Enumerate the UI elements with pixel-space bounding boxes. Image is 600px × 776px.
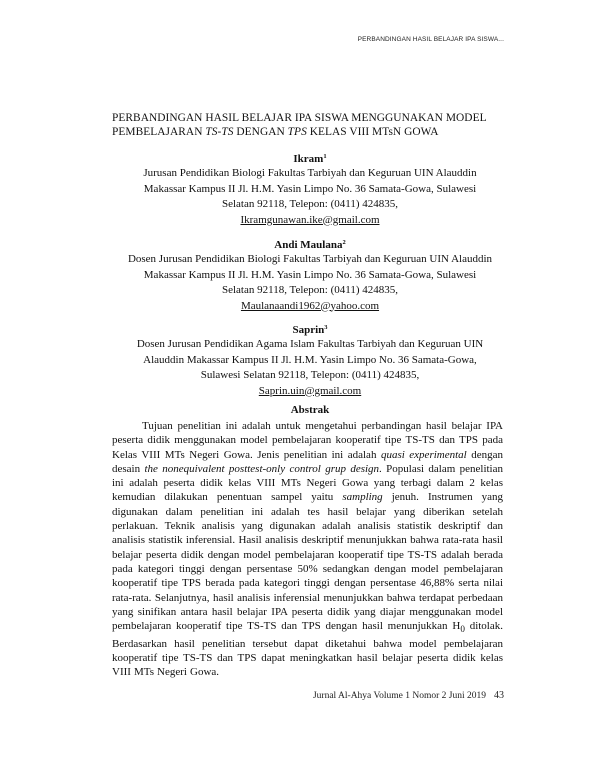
abstract-body: Tujuan penelitian ini adalah untuk mengetahui perbandingan hasil belajar IPA peserta didik menggunakan model pembelajaran kooperatif tipe TS-TS dan TPS pada Kelas VIII MTs Negeri Gowa. Jenis penelitian ini adalah quasi experimental dengan desain the nonequivalent posttest-only control grup design. Populasi dalam penelitian ini adalah peserta didik kelas VIII MTs Negeri Gowa yang terbagi dalam 2 kelas kemudian dilakukan penentuan sampel yaitu sampling jenuh. Instrumen yang digunakan dalam penelitian ini adalah tes hasil belajar yang diberikan setelah perlakuan. Teknik analisis yang digunakan adalah analisis statistik deskriptif dan analisis statistik inferensial. Hasil analisis deskriptif menunjukkan bahwa rata-rata hasil belajar peserta didik dengan model pembelajaran kooperatif tipe TS-TS adalah berada pada kategori tinggi dengan persentase 50% sedangkan dengan model pembelajaran kooperatif tipe TPS berada pada kategori tinggi dengan persentase 46,88% serta nilai rata-rata. Selanjutnya, hasil analisis inferensial menunjukkan bahwa terdapat perbedaan yang sinifikan antara hasil belajar IPA peserta didik yang diajar menggunakan model pembelajaran kooperatif tipe TS-TS dan TPS dengan hasil menunjukkan $H_0$ ditolak. Berdasarkan hasil penelitian tersebut dapat diketahui bahwa model pembelajaran kooperatif tipe TS-TS dan TPS dapat meningkatkan hasil belajar peserta didik kelas VIII MTs Negeri Gowa. [112,420,503,679]
author-name: Andi Maulana$^2$ [274,239,346,251]
abstract-heading: Abstrak [290,404,330,416]
author-affiliation: Dosen Jurusan Pendidikan Agama Islam Fakultas Tarbiyah dan Keguruan UIN Alauddin Makassar Kampus II Jl. H.M. Yasin Limpo No. 36 Samata-Gowa, Sulawesi Selatan 92118, Telepon: (0411) 424835, Saprin.uin@gmail.com [100,337,520,399]
author-name: Ikram$^1$ [293,153,327,165]
author-affiliation: Jurusan Pendidikan Biologi Fakultas Tarbiyah dan Keguruan UIN Alauddin Makassar Kampus II Jl. H.M. Yasin Limpo No. 36 Samata-Gowa, Sulawesi Selatan 92118, Telepon: (0411) 424835, Ikramgunawan.ike@gmail.com [100,166,520,228]
author-block-1 [100,150,520,228]
author-email-link[interactable]: Maulanaandi1962@yahoo.com [240,299,380,312]
running-head: PERBANDINGAN HASIL BELAJAR IPA SISWA... [357,36,504,43]
author-block-2 [100,236,520,314]
author-email-link[interactable]: Ikramgunawan.ike@gmail.com [240,213,380,226]
author-block-3 [100,321,520,399]
author-email-link[interactable]: Saprin.uin@gmail.com [258,384,362,397]
paper-title: PERBANDINGAN HASIL BELAJAR IPA SISWA MENGGUNAKAN MODEL PEMBELAJARAN TS-TS DENGAN TPS KELAS VIII MTsN GOWA [112,112,487,138]
page-number: 43 [494,690,504,701]
page-footer [313,690,504,701]
author-affiliation: Dosen Jurusan Pendidikan Biologi Fakultas Tarbiyah dan Keguruan UIN Alauddin Makassar Kampus II Jl. H.M. Yasin Limpo No. 36 Samata-Gowa, Sulawesi Selatan 92118, Telepon: (0411) 424835, Maulanaandi1962@yahoo.com [100,252,520,314]
journal-citation: Jurnal Al-Ahya Volume 1 Nomor 2 Juni 2019 [312,691,486,701]
author-name: Saprin$^3$ [292,324,328,336]
